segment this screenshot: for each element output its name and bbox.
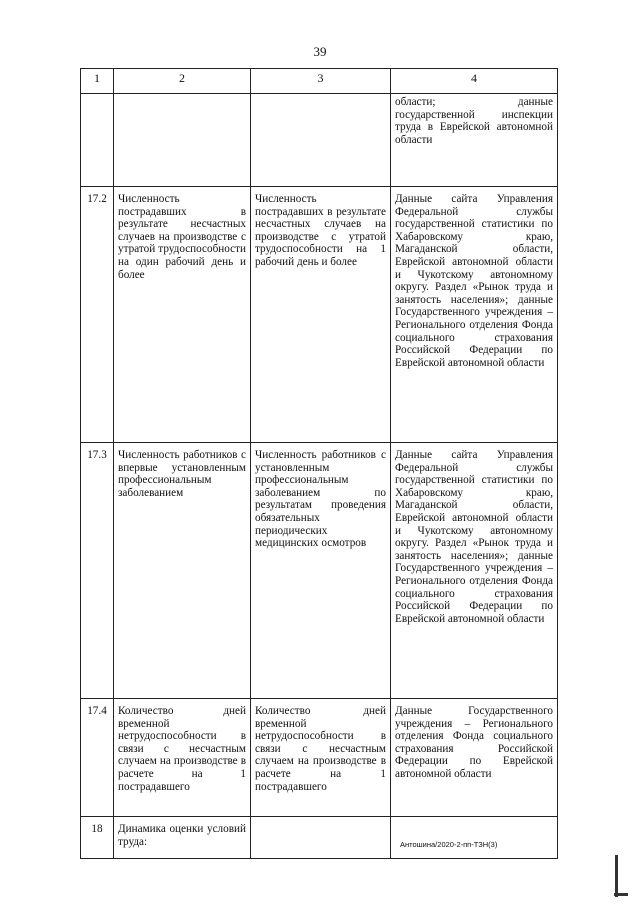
indicator-name: Численность пострадавших в результате несчастных случаев на производстве с утратой трудоспособности на один рабочий день и более (114, 187, 251, 443)
header-col-3: 3 (251, 69, 391, 94)
scan-edge-mark-foot (614, 893, 628, 896)
indicator-definition: Численность работников с установленным профессиональным заболеванием по результатам проведения обязательных периодических медицинских осмотров (251, 443, 391, 699)
table-row (81, 699, 558, 817)
document-reference: Антошина/2020-2-пп-ТЗН(3) (400, 840, 498, 849)
indicator-definition (251, 817, 391, 859)
data-source: области; данные государственной инспекции труда в Еврейской автономной области (391, 94, 558, 187)
row-number: 18 (81, 817, 114, 859)
indicator-name: Численность работников с впервые установленным профессиональным заболеванием (114, 443, 251, 699)
indicators-table (80, 68, 558, 859)
row-number: 17.4 (81, 699, 114, 817)
table-header-row (81, 69, 558, 94)
indicator-name: Количество дней временной нетрудоспособности в связи с несчастным случаем на производстве в расчете на 1 пострадавшего (114, 699, 251, 817)
data-source: Данные сайта Управления Федеральной службы государственной статистики по Хабаровскому краю, Магаданской области, Еврейской автономной области и Чукотскому автономному округу. Раздел «Рынок труда и занятость населения»; данные Государственного учреждения – Регионального отделения Фонда социального страхования Российской Федерации по Еврейской автономной области (391, 187, 558, 443)
table-row (81, 443, 558, 699)
header-col-2: 2 (114, 69, 251, 94)
header-col-4: 4 (391, 69, 558, 94)
scan-edge-mark (615, 855, 618, 897)
data-source (391, 817, 558, 859)
row-number: 17.3 (81, 443, 114, 699)
page-number: 39 (313, 44, 327, 59)
table-row (81, 187, 558, 443)
indicator-definition: Численность пострадавших в результате несчастных случаев на производстве с утратой трудоспособности на 1 рабочий день и более (251, 187, 391, 443)
data-source: Данные Государственного учреждения – Регионального отделения Фонда социального страхования Российской Федерации по Еврейской автономной области (391, 699, 558, 817)
indicator-definition: Количество дней временной нетрудоспособности в связи с несчастным случаем на производстве в расчете на 1 пострадавшего (251, 699, 391, 817)
indicator-definition (251, 94, 391, 187)
row-number: 17.2 (81, 187, 114, 443)
data-source: Данные сайта Управления Федеральной службы государственной статистики по Хабаровскому краю, Магаданской области, Еврейской автономной области и Чукотскому автономному округу. Раздел «Рынок труда и занятость населения»; данные Государственного учреждения – Регионального отделения Фонда социального страхования Российской Федерации по Еврейской автономной области (391, 443, 558, 699)
table-row (81, 817, 558, 859)
row-number (81, 94, 114, 187)
indicator-name (114, 94, 251, 187)
table-row (81, 94, 558, 187)
indicator-name: Динамика оценки условий труда: (114, 817, 251, 859)
header-col-1: 1 (81, 69, 114, 94)
